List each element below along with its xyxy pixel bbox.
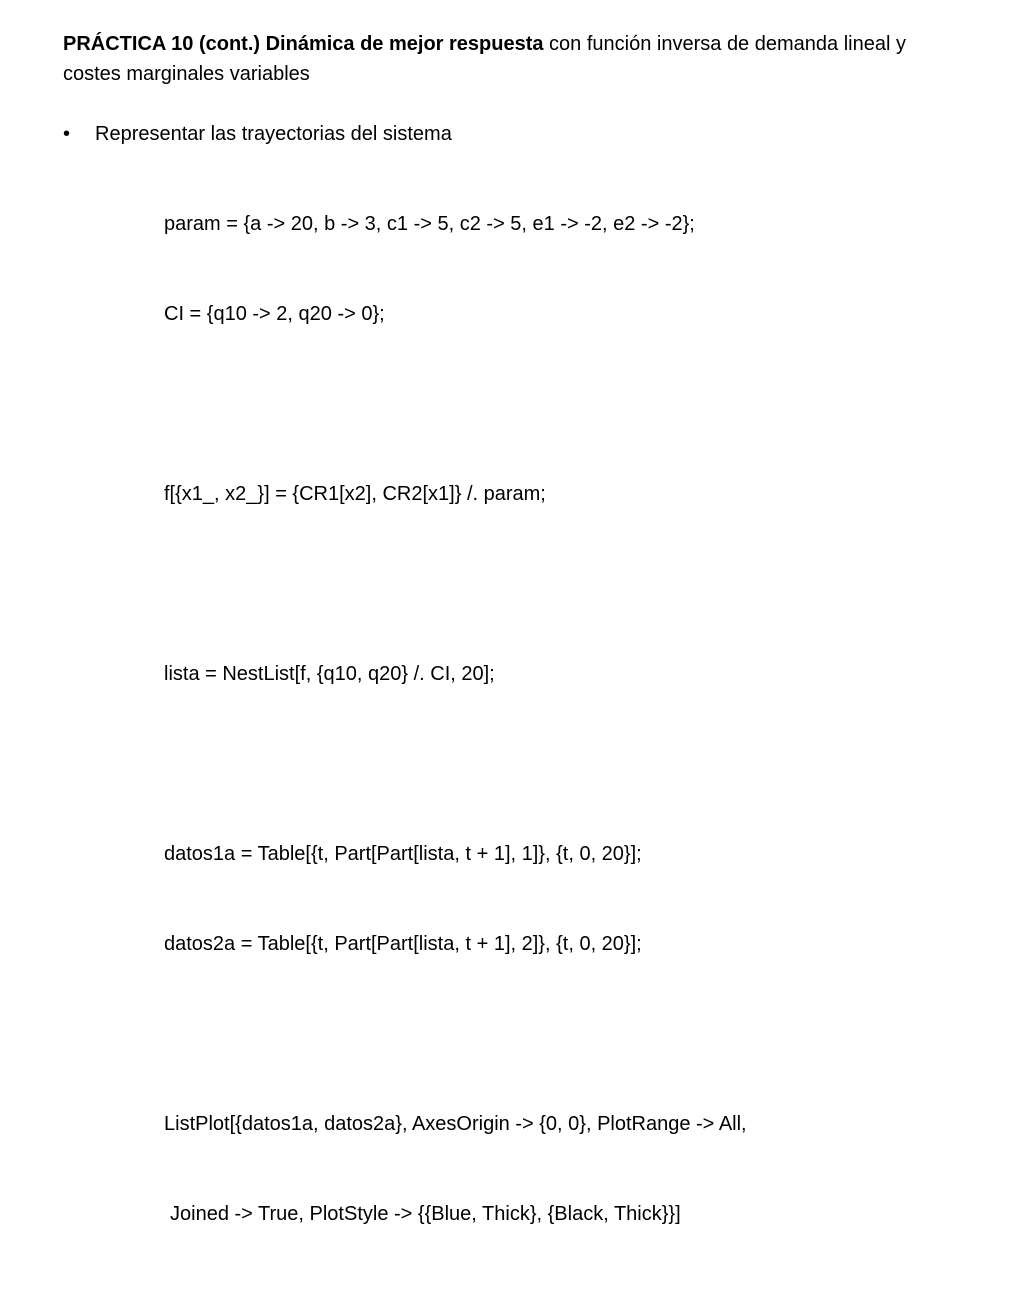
code-line xyxy=(164,1019,747,1049)
code-line: datos1a = Table[{t, Part[Part[lista, t + 1], 1]}, {t, 0, 20}]; xyxy=(164,843,642,865)
code-line xyxy=(164,389,747,419)
slide-title-bold: PRÁCTICA 10 (cont.) Dinámica de mejor respuesta xyxy=(63,33,544,55)
bullet-item xyxy=(63,119,452,149)
code-line: datos2a = Table[{t, Part[Part[lista, t + 1], 2]}, {t, 0, 20}]; xyxy=(164,933,642,955)
slide-title xyxy=(63,29,963,89)
code-line: Joined -> True, PlotStyle -> {{Blue, Thick}, {Black, Thick}}] xyxy=(170,1203,681,1225)
slide-title-rest: con función inversa de demanda lineal y costes marginales variables xyxy=(63,33,906,85)
code-block xyxy=(164,149,747,1289)
code-line: f[{x1_, x2_}] = {CR1[x2], CR2[x1]} /. param; xyxy=(164,483,546,505)
bullet-text: Representar las trayectorias del sistema xyxy=(95,123,452,145)
code-line xyxy=(164,749,747,779)
code-line: CI = {q10 -> 2, q20 -> 0}; xyxy=(164,303,385,325)
code-line: lista = NestList[f, {q10, q20} /. CI, 20]; xyxy=(164,663,495,685)
code-line: ListPlot[{datos1a, datos2a}, AxesOrigin -> {0, 0}, PlotRange -> All, xyxy=(164,1113,747,1135)
bullet-icon: • xyxy=(63,123,71,145)
code-line xyxy=(164,569,747,599)
code-line: param = {a -> 20, b -> 3, c1 -> 5, c2 -> 5, e1 -> -2, e2 -> -2}; xyxy=(164,213,695,235)
